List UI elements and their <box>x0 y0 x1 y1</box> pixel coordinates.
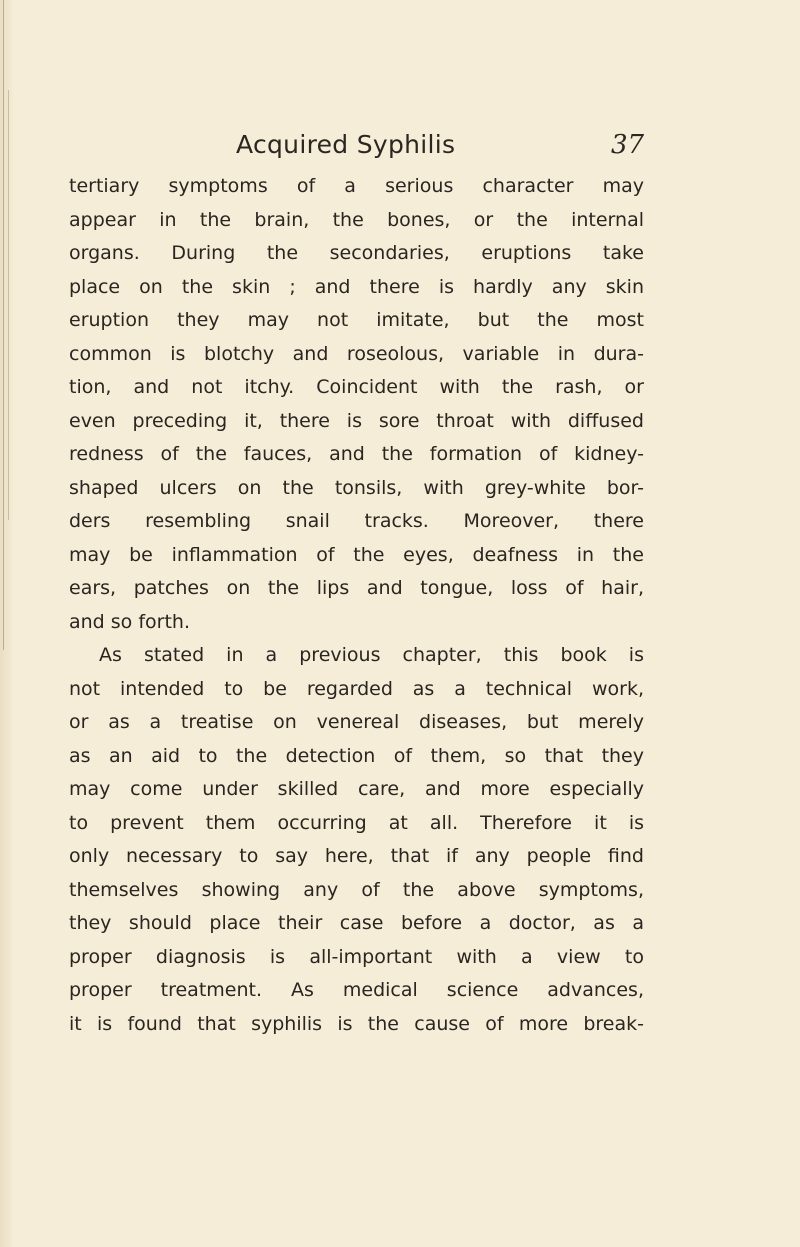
text-line: tertiary symptoms of a serious character may <box>69 175 644 197</box>
running-title: Acquired Syphilis <box>236 130 456 159</box>
text-line: as an aid to the detection of them, so that they <box>69 744 644 767</box>
book-spine-shadow <box>0 0 14 1247</box>
text-line: redness of the fauces, and the formation of kidney- <box>69 443 644 465</box>
text-line: ders resembling snail tracks. Moreover, there <box>69 510 644 532</box>
gutter-line <box>8 90 9 520</box>
text-line: place on the skin ; and there is hardly any skin <box>69 275 644 298</box>
text-line: As stated in a previous chapter, this book is <box>99 644 644 666</box>
text-line: only necessary to say here, that if any people find <box>69 845 644 867</box>
text-line: or as a treatise on venereal diseases, but merely <box>69 711 644 733</box>
text-line: and so forth. <box>69 610 191 633</box>
paragraph <box>69 170 644 639</box>
gutter-line <box>3 0 4 650</box>
paragraph <box>69 639 644 1041</box>
text-line: eruption they may not imitate, but the most <box>69 309 644 331</box>
text-line: to prevent them occurring at all. Therefore it is <box>69 811 644 834</box>
text-line: shaped ulcers on the tonsils, with grey-white bor- <box>69 476 644 499</box>
text-line: may come under skilled care, and more especially <box>69 778 644 800</box>
text-line: common is blotchy and roseolous, variable in dura- <box>69 342 644 365</box>
text-line: it is found that syphilis is the cause of more break- <box>69 1012 644 1035</box>
text-line: ears, patches on the lips and tongue, loss of hair, <box>69 577 644 599</box>
text-line: not intended to be regarded as a technical work, <box>69 677 644 700</box>
page-number: 37 <box>611 130 645 160</box>
text-line: may be inflammation of the eyes, deafness in the <box>69 543 644 566</box>
text-line: organs. During the secondaries, eruptions take <box>69 242 644 264</box>
text-line: tion, and not itchy. Coincident with the rash, or <box>69 376 644 398</box>
text-line: themselves showing any of the above symptoms, <box>69 878 644 901</box>
text-line: appear in the brain, the bones, or the internal <box>69 208 644 231</box>
text-line: proper diagnosis is all-important with a view to <box>69 945 644 968</box>
running-head <box>236 130 656 170</box>
text-line: even preceding it, there is sore throat with diffused <box>69 409 644 432</box>
text-line: they should place their case before a doctor, as a <box>69 912 644 934</box>
text-line: proper treatment. As medical science advances, <box>69 979 644 1001</box>
body-text <box>69 170 644 1041</box>
